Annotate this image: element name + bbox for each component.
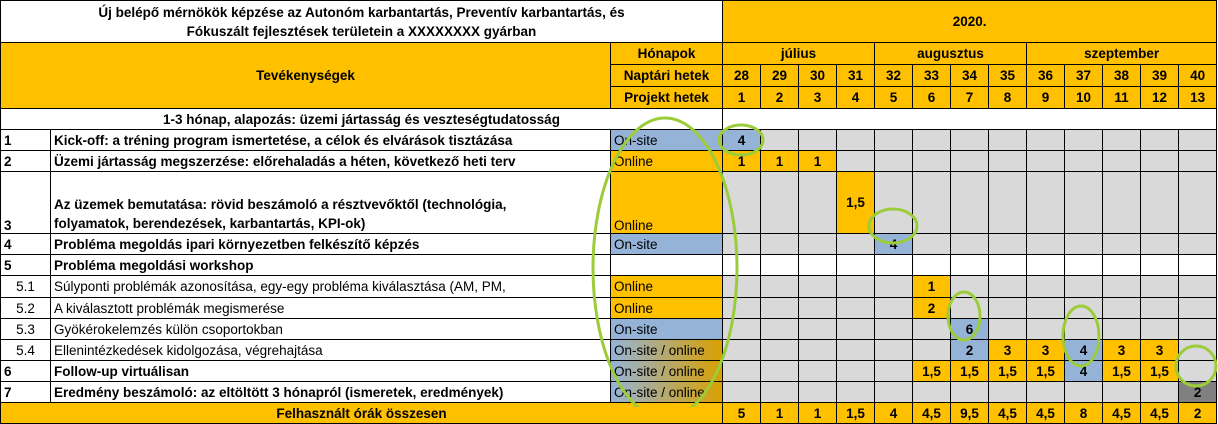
hours-cell-week-11 [1103,172,1141,234]
calendar-week-29: 29 [761,65,799,87]
hours-cell-week-8 [989,234,1027,255]
calendar-week-39: 39 [1141,65,1179,87]
hours-cell-week-9 [1027,172,1065,234]
hours-cell-week-7 [951,172,989,234]
hours-cell-week-7 [951,382,989,403]
hours-cell-week-1 [723,255,761,276]
hours-cell-week-4 [837,151,875,172]
hours-cell-week-8 [989,255,1027,276]
hours-cell-week-8 [989,298,1027,319]
totals-label: Felhasznált órák összesen [1,403,723,424]
delivery-mode: On-site / online [611,382,723,403]
activity-label-line2: folyamatok, berendezések, karbantartás, KPI-ok) [54,216,366,231]
hours-cell-week-12: 1,5 [1141,361,1179,382]
row-number: 5.1 [1,276,51,298]
project-week-2: 2 [761,87,799,109]
hours-cell-week-4 [837,361,875,382]
calendar-week-32: 32 [875,65,913,87]
hours-cell-week-5 [875,340,913,361]
hours-cell-week-2 [761,255,799,276]
totals-row [1,403,1217,424]
hours-cell-week-10 [1065,276,1103,298]
activity-label: Follow-up virtuálisan [51,361,611,382]
hours-cell-week-2 [761,382,799,403]
delivery-mode: Online [611,276,723,298]
activity-label: Ellenintézkedések kidolgozása, végrehajtása [51,340,611,361]
hours-cell-week-11: 3 [1103,340,1141,361]
project-week-13: 13 [1179,87,1217,109]
total-week-12: 4,5 [1141,403,1179,424]
hours-cell-week-12 [1141,276,1179,298]
hours-cell-week-11 [1103,276,1141,298]
hours-cell-week-1 [723,276,761,298]
hours-cell-week-6 [913,255,951,276]
calendar-week-35: 35 [989,65,1027,87]
calendar-week-37: 37 [1065,65,1103,87]
table-row [1,130,1217,151]
calendar-week-34: 34 [951,65,989,87]
delivery-mode: On-site / online [611,340,723,361]
hours-cell-week-9 [1027,298,1065,319]
row-number: 5.3 [1,319,51,340]
calendar-week-33: 33 [913,65,951,87]
row-number: 1 [1,130,51,151]
hours-cell-week-11: 1,5 [1103,361,1141,382]
row-number: 4 [1,234,51,255]
project-week-11: 11 [1103,87,1141,109]
calendar-week-28: 28 [723,65,761,87]
total-week-1: 5 [723,403,761,424]
hours-cell-week-10 [1065,151,1103,172]
hours-cell-week-12 [1141,172,1179,234]
hours-cell-week-10 [1065,319,1103,340]
hours-cell-week-3 [799,361,837,382]
total-week-13: 2 [1179,403,1217,424]
table-row [1,151,1217,172]
hours-cell-week-7 [951,130,989,151]
total-week-7: 9,5 [951,403,989,424]
delivery-mode: On-site / online [611,361,723,382]
delivery-mode: On-site [611,130,723,151]
table-row [1,340,1217,361]
hours-cell-week-11 [1103,234,1141,255]
hours-cell-week-1 [723,234,761,255]
hours-cell-week-9 [1027,130,1065,151]
project-week-5: 5 [875,87,913,109]
hours-cell-week-1 [723,340,761,361]
hours-cell-week-5 [875,361,913,382]
table-row [1,382,1217,403]
hours-cell-week-9 [1027,234,1065,255]
hours-cell-week-11 [1103,382,1141,403]
hours-cell-week-2 [761,130,799,151]
hours-cell-week-8: 1,5 [989,361,1027,382]
hours-cell-week-13 [1179,234,1217,255]
hours-cell-week-4 [837,319,875,340]
section-title: 1-3 hónap, alapozás: üzemi jártasság és veszteségtudatosság [1,109,723,130]
sheet-title-cell [1,1,723,43]
hours-cell-week-13 [1179,319,1217,340]
month-august: augusztus [875,43,1027,65]
hours-cell-week-2 [761,234,799,255]
hours-cell-week-13 [1179,255,1217,276]
project-week-4: 4 [837,87,875,109]
hours-cell-week-12 [1141,151,1179,172]
hours-cell-week-4 [837,234,875,255]
project-week-12: 12 [1141,87,1179,109]
activity-label-line1: Az üzemek bemutatása: rövid beszámoló a résztvevőktől (technológia, [54,197,507,212]
year-cell: 2020. [723,1,1217,43]
hours-cell-week-4 [837,255,875,276]
month-july: július [723,43,875,65]
activity-label: Probléma megoldási workshop [51,255,611,276]
hours-cell-week-7 [951,276,989,298]
hours-cell-week-13 [1179,172,1217,234]
hours-cell-week-5 [875,276,913,298]
hours-cell-week-7 [951,298,989,319]
activity-label: Eredmény beszámoló: az eltöltött 3 hónapról (ismeretek, eredmények) [51,382,611,403]
hours-cell-week-10 [1065,382,1103,403]
table-row [1,234,1217,255]
hours-cell-week-12 [1141,234,1179,255]
hours-cell-week-5 [875,130,913,151]
delivery-mode: Online [611,172,723,234]
hours-cell-week-9 [1027,276,1065,298]
table-row [1,255,1217,276]
hours-cell-week-6: 1 [913,276,951,298]
hours-cell-week-10: 4 [1065,361,1103,382]
sheet-title-line2: Fókuszált fejlesztések területein a XXXXXXXX gyárban [186,23,537,39]
total-week-5: 4 [875,403,913,424]
hours-cell-week-6 [913,340,951,361]
hours-cell-week-1 [723,361,761,382]
hours-cell-week-2: 1 [761,151,799,172]
hours-cell-week-5: 4 [875,234,913,255]
hours-cell-week-3 [799,340,837,361]
hours-cell-week-8 [989,319,1027,340]
hours-cell-week-8 [989,172,1027,234]
hours-cell-week-8 [989,382,1027,403]
hours-cell-week-5 [875,298,913,319]
hours-cell-week-4 [837,276,875,298]
hours-cell-week-9 [1027,319,1065,340]
hours-cell-week-1 [723,298,761,319]
table-row [1,319,1217,340]
project-week-9: 9 [1027,87,1065,109]
calendar-week-36: 36 [1027,65,1065,87]
table-row [1,361,1217,382]
hours-cell-week-3 [799,255,837,276]
activity-label: Kick-off: a tréning program ismertetése, a célok és elvárások tisztázása [51,130,611,151]
hours-cell-week-3 [799,382,837,403]
hours-cell-week-2 [761,172,799,234]
hours-cell-week-3 [799,276,837,298]
hours-cell-week-4 [837,382,875,403]
hours-cell-week-5 [875,382,913,403]
calendar-week-31: 31 [837,65,875,87]
calendar-week-38: 38 [1103,65,1141,87]
project-week-10: 10 [1065,87,1103,109]
delivery-mode: Online [611,151,723,172]
hours-cell-week-12 [1141,130,1179,151]
total-week-4: 1,5 [837,403,875,424]
hours-cell-week-5 [875,151,913,172]
hours-cell-week-1 [723,319,761,340]
project-week-1: 1 [723,87,761,109]
hours-cell-week-3 [799,319,837,340]
delivery-mode: On-site [611,234,723,255]
hours-cell-week-3 [799,298,837,319]
hours-cell-week-13 [1179,130,1217,151]
hours-cell-week-6 [913,382,951,403]
hours-cell-week-6 [913,234,951,255]
hours-cell-week-7: 2 [951,340,989,361]
hours-cell-week-1: 4 [723,130,761,151]
row-number: 7 [1,382,51,403]
hours-cell-week-3 [799,234,837,255]
hours-cell-week-10: 4 [1065,340,1103,361]
hours-cell-week-1 [723,382,761,403]
hours-cell-week-9 [1027,382,1065,403]
hours-cell-week-3 [799,172,837,234]
activities-header: Tevékenységek [1,43,611,109]
delivery-mode [611,255,723,276]
hours-cell-week-7: 1,5 [951,361,989,382]
hours-cell-week-5 [875,172,913,234]
hours-cell-week-10 [1065,298,1103,319]
hours-cell-week-13 [1179,298,1217,319]
hours-cell-week-12 [1141,255,1179,276]
hours-cell-week-8 [989,276,1027,298]
hours-cell-week-4 [837,298,875,319]
row-number: 3 [1,172,51,234]
hours-cell-week-9: 1,5 [1027,361,1065,382]
hours-cell-week-6: 2 [913,298,951,319]
project-week-3: 3 [799,87,837,109]
total-week-10: 8 [1065,403,1103,424]
calendar-weeks-header: Naptári hetek [611,65,723,87]
row-number: 5.4 [1,340,51,361]
hours-cell-week-11 [1103,298,1141,319]
hours-cell-week-10 [1065,255,1103,276]
project-week-8: 8 [989,87,1027,109]
project-weeks-header: Projekt hetek [611,87,723,109]
activity-label [51,172,611,234]
hours-cell-week-13: 2 [1179,382,1217,403]
hours-cell-week-6 [913,172,951,234]
hours-cell-week-3 [799,130,837,151]
hours-cell-week-2 [761,319,799,340]
row-number: 2 [1,151,51,172]
hours-cell-week-13 [1179,151,1217,172]
hours-cell-week-7 [951,151,989,172]
hours-cell-week-6 [913,151,951,172]
hours-cell-week-12 [1141,319,1179,340]
table-row [1,172,1217,234]
hours-cell-week-1 [723,172,761,234]
hours-cell-week-4 [837,340,875,361]
activity-label: Probléma megoldás ipari környezetben felkészítő képzés [51,234,611,255]
hours-cell-week-10 [1065,234,1103,255]
month-september: szeptember [1027,43,1217,65]
hours-cell-week-6 [913,319,951,340]
hours-cell-week-9: 3 [1027,340,1065,361]
hours-cell-week-11 [1103,130,1141,151]
activity-label: Üzemi jártasság megszerzése: előrehaladás a héten, következő heti terv [51,151,611,172]
delivery-mode: Online [611,298,723,319]
hours-cell-week-13 [1179,361,1217,382]
hours-cell-week-7 [951,255,989,276]
delivery-mode: On-site [611,319,723,340]
hours-cell-week-4 [837,130,875,151]
total-week-3: 1 [799,403,837,424]
activity-label: Súlyponti problémák azonosítása, egy-egy probléma kiválasztása (AM, PM, [51,276,611,298]
row-number: 5 [1,255,51,276]
calendar-week-30: 30 [799,65,837,87]
hours-cell-week-10 [1065,172,1103,234]
hours-cell-week-6: 1,5 [913,361,951,382]
hours-cell-week-9 [1027,151,1065,172]
hours-cell-week-8 [989,151,1027,172]
hours-cell-week-13 [1179,340,1217,361]
hours-cell-week-2 [761,361,799,382]
project-week-6: 6 [913,87,951,109]
total-week-11: 4,5 [1103,403,1141,424]
total-week-8: 4,5 [989,403,1027,424]
row-number: 6 [1,361,51,382]
calendar-week-40: 40 [1179,65,1217,87]
project-week-7: 7 [951,87,989,109]
hours-cell-week-8: 3 [989,340,1027,361]
hours-cell-week-2 [761,340,799,361]
hours-cell-week-2 [761,298,799,319]
hours-cell-week-2 [761,276,799,298]
months-header: Hónapok [611,43,723,65]
row-number: 5.2 [1,298,51,319]
table-row [1,276,1217,298]
hours-cell-week-12 [1141,382,1179,403]
total-week-2: 1 [761,403,799,424]
hours-cell-week-9 [1027,255,1065,276]
sheet-title-line1: Új belépő mérnökök képzése az Autonóm karbantartás, Preventív karbantartás, és [98,4,625,20]
total-week-9: 4,5 [1027,403,1065,424]
hours-cell-week-6 [913,130,951,151]
hours-cell-week-11 [1103,151,1141,172]
hours-cell-week-11 [1103,319,1141,340]
hours-cell-week-5 [875,319,913,340]
hours-cell-week-12 [1141,298,1179,319]
hours-cell-week-7: 6 [951,319,989,340]
hours-cell-week-8 [989,130,1027,151]
section-blank [723,109,1217,130]
hours-cell-week-5 [875,255,913,276]
hours-cell-week-1: 1 [723,151,761,172]
table-row [1,298,1217,319]
hours-cell-week-4: 1,5 [837,172,875,234]
hours-cell-week-3: 1 [799,151,837,172]
total-week-6: 4,5 [913,403,951,424]
hours-cell-week-7 [951,234,989,255]
hours-cell-week-10 [1065,130,1103,151]
hours-cell-week-11 [1103,255,1141,276]
hours-cell-week-13 [1179,276,1217,298]
activity-label: A kiválasztott problémák megismerése [51,298,611,319]
activity-label: Gyökérokelemzés külön csoportokban [51,319,611,340]
hours-cell-week-12: 3 [1141,340,1179,361]
